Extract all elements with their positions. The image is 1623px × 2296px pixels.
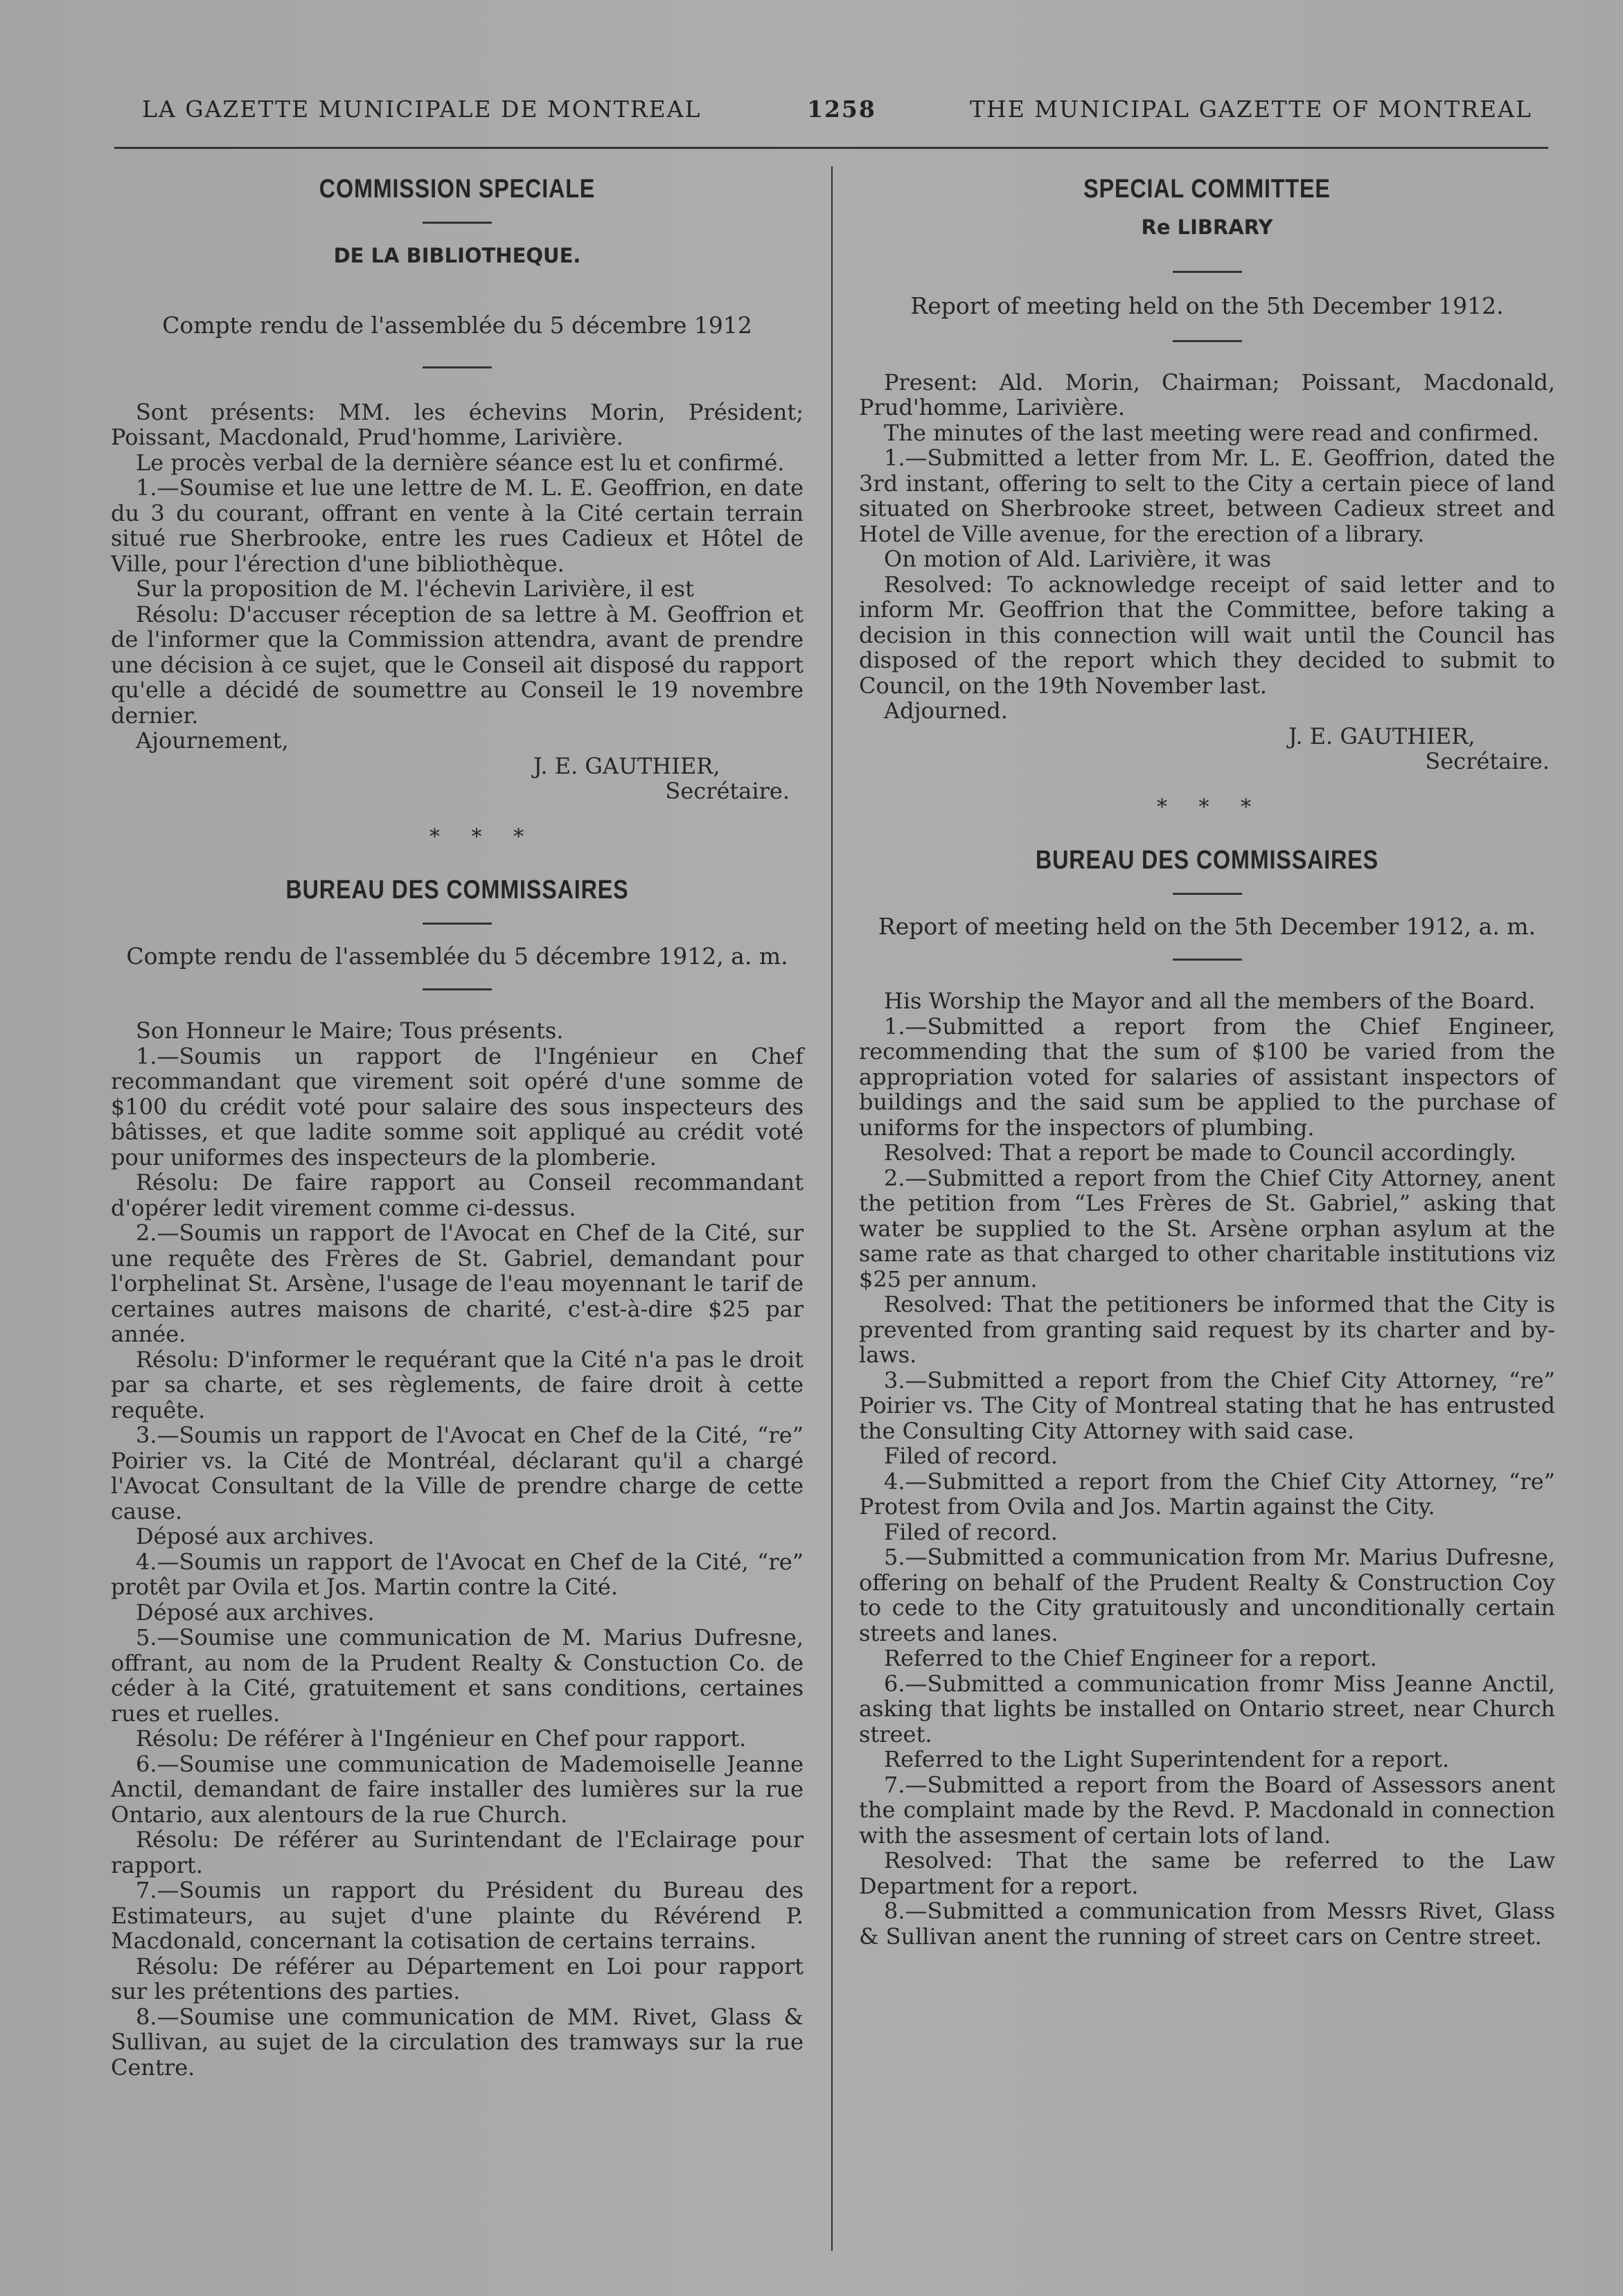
divider-rule — [423, 988, 492, 990]
paragraph: Résolu: D'informer le requérant que la Cité n'a pas le droit par sa charte, et ses règlements, de faire droit à cette requête. — [111, 1346, 804, 1423]
divider-rule — [1173, 959, 1242, 961]
french-section-1-meeting: Compte rendu de l'assemblée du 5 décembre 1912 — [162, 312, 752, 339]
paragraph: 3.—Soumis un rapport de l'Avocat en Chef de la Cité, “re” Poirier vs. la Cité de Montréal, déclarant qu'il a chargé l'Avocat Consultant de la Ville de prendre charge de cette cause. — [111, 1422, 804, 1524]
divider-rule — [1173, 340, 1242, 342]
divider-rule — [423, 366, 492, 368]
paragraph: 6.—Soumise une communication de Mademoiselle Jeanne Anctil, demandant de faire installer des lumières sur la rue Ontario, aux alentours de la rue Church. — [111, 1750, 804, 1828]
paragraph: Déposé aux archives. — [136, 1599, 375, 1626]
paragraph: Résolu: De référer au Surintendant de l'Eclairage pour rapport. — [111, 1826, 804, 1878]
paragraph: 6.—Submitted a communication fromr Miss Jeanne Anctil, asking that lights be installed on Ontario street, near Church street. — [859, 1670, 1555, 1747]
paragraph: 3.—Submitted a report from the Chief City Attorney, “re” Poirier vs. The City of Montreal stating that he has entrusted the Consulting City Attorney with said case. — [859, 1367, 1555, 1444]
paragraph: 7.—Soumis un rapport du Président du Bureau des Estimateurs, au sujet d'une plainte du Révérend P. Macdonald, concernant la cotisation de certains terrains. — [111, 1877, 804, 1954]
paragraph: Résolu: De faire rapport au Conseil recommandant d'opérer ledit virement comme ci-dessus. — [111, 1169, 804, 1221]
paragraph: The minutes of the last meeting were read and confirmed. — [884, 419, 1539, 446]
signature-name: J. E. GAUTHIER, — [533, 752, 720, 779]
paragraph: Résolu: De référer à l'Ingénieur en Chef pour rapport. — [136, 1725, 747, 1752]
english-section-1-title: SPECIAL COMMITTEE — [1083, 175, 1331, 204]
paragraph: 1.—Submitted a letter from Mr. L. E. Geoffrion, dated the 3rd instant, offering to selt to the City a certain piece of land situated on Sherbrooke street, between Cadieux street and Hotel de Ville avenue, for the erection of a library. — [859, 445, 1555, 547]
paragraph: 1.—Soumise et lue une lettre de M. L. E. Geoffrion, en date du 3 du courant, offrant en vente à la Cité certain terrain situé rue Sherbrooke, entre les rues Cadieux et Hôtel de Ville, pour l'érection d'une bibliothèque. — [111, 474, 804, 577]
header-french-title: LA GAZETTE MUNICIPALE DE MONTREAL — [142, 96, 702, 123]
divider-rule — [1173, 271, 1242, 273]
paragraph: 1.—Submitted a report from the Chief Engineer, recommending that the sum of $100 be varied from the appropriation voted for salaries of assistant inspectors of buildings and the said sum be applied to the purchase of uniforms for the inspectors of plumbing. — [859, 1013, 1555, 1141]
french-column — [111, 159, 804, 2080]
paragraph: 2.—Soumis un rapport de l'Avocat en Chef de la Cité, sur une requête des Frères de St. Gabriel, demandant pour l'orphelinat St. Arsène, l'usage de l'eau moyennant le tarif de certaines autres maisons de charité, c'est-à-dire $25 par année. — [111, 1220, 804, 1347]
section-separator: * * * — [429, 824, 537, 849]
header-rule — [114, 147, 1548, 149]
paragraph: 5.—Soumise une communication de M. Marius Dufresne, offrant, au nom de la Prudent Realty & Constuction Co. de céder à la Cité, gratuitement et sans conditions, certaines rues et ruelles. — [111, 1624, 804, 1727]
paragraph: Resolved: That the same be referred to the Law Department for a report. — [859, 1847, 1555, 1899]
paragraph: 8.—Soumise une communication de MM. Rivet, Glass & Sullivan, au sujet de la circulation des tramways sur la rue Centre. — [111, 2003, 804, 2081]
french-section-1-subtitle: DE LA BIBLIOTHEQUE. — [333, 243, 581, 267]
english-section-2-title: BUREAU DES COMMISSAIRES — [1035, 846, 1379, 875]
divider-rule — [423, 923, 492, 925]
english-section-2-meeting: Report of meeting held on the 5th December 1912, a. m. — [878, 912, 1536, 940]
signature-title: Secrétaire. — [1425, 748, 1550, 774]
paragraph: Referred to the Light Superintendent for a report. — [884, 1746, 1450, 1772]
english-section-1-subtitle: Re LIBRARY — [1141, 215, 1273, 239]
paragraph: His Worship the Mayor and all the members of the Board. — [884, 988, 1536, 1014]
paragraph: Son Honneur le Maire; Tous présents. — [136, 1017, 564, 1044]
paragraph: 7.—Submitted a report from the Board of Assessors anent the complaint made by the Revd. P. Macdonald in connection with the assesment of certain lots of land. — [859, 1771, 1555, 1849]
paragraph: Sont présents: MM. les échevins Morin, Président; Poissant, Macdonald, Prud'homme, Larivière. — [111, 398, 804, 450]
paragraph: 2.—Submitted a report from the Chief City Attorney, anent the petition from “Les Frères de St. Gabriel,” asking that water be supplied to the St. Arsène orphan asylum at the same rate as that charged to other charitable institutions viz $25 per annum. — [859, 1164, 1555, 1292]
english-section-1-meeting: Report of meeting held on the 5th December 1912. — [910, 292, 1504, 319]
paragraph: Ajournement, — [136, 727, 289, 754]
signature-title: Secrétaire. — [665, 778, 790, 804]
french-section-2-title: BUREAU DES COMMISSAIRES — [285, 875, 629, 905]
page-number: 1258 — [807, 96, 876, 123]
french-section-2-meeting: Compte rendu de l'assemblée du 5 décembre 1912, a. m. — [126, 942, 788, 970]
paragraph: Resolved: That the petitioners be informed that the City is prevented from granting said request by its charter and by-laws. — [859, 1291, 1555, 1368]
paragraph: 4.—Submitted a report from the Chief City Attorney, “re” Protest from Ovila and Jos. Martin against the City. — [859, 1468, 1555, 1520]
section-separator: * * * — [1157, 794, 1264, 819]
divider-rule — [1173, 893, 1242, 895]
paragraph: Sur la proposition de M. l'échevin Larivière, il est — [136, 576, 694, 602]
paragraph: Filed of record. — [884, 1443, 1058, 1469]
paragraph: Filed of record. — [884, 1518, 1058, 1545]
paragraph: Résolu: D'accuser réception de sa lettre à M. Geoffrion et de l'informer que la Commission attendra, avant de prendre une décision à ce sujet, que le Conseil ait disposé du rapport qu'elle a décidé de soumettre au Conseil le 19 novembre dernier. — [111, 600, 804, 729]
paragraph: 8.—Submitted a communication from Messrs Rivet, Glass & Sullivan anent the running of street cars on Centre street. — [859, 1898, 1555, 1950]
column-divider — [831, 166, 833, 2251]
signature-name: J. E. GAUTHIER, — [1288, 722, 1475, 749]
paragraph: Resolved: To acknowledge receipt of said letter and to inform Mr. Geoffrion that the Committee, before taking a decision in this connection will wait until the Council has disposed of the report which they decided to submit to Council, on the 19th November last. — [859, 571, 1555, 699]
paragraph: 4.—Soumis un rapport de l'Avocat en Chef de la Cité, “re” protêt par Ovila et Jos. Martin contre la Cité. — [111, 1548, 804, 1600]
paragraph: Resolved: That a report be made to Council accordingly. — [884, 1139, 1516, 1166]
english-column — [859, 159, 1555, 1949]
paragraph: Résolu: De référer au Département en Loi pour rapport sur les prétentions des parties. — [111, 1952, 804, 2004]
paragraph: On motion of Ald. Larivière, it was — [884, 546, 1272, 572]
french-section-1-title: COMMISSION SPECIALE — [319, 175, 596, 204]
header-english-title: THE MUNICIPAL GAZETTE OF MONTREAL — [970, 96, 1532, 123]
paragraph: Déposé aux archives. — [136, 1523, 375, 1549]
paragraph: Referred to the Chief Engineer for a report. — [884, 1645, 1377, 1671]
paragraph: Present: Ald. Morin, Chairman; Poissant, Macdonald, Prud'homme, Larivière. — [859, 368, 1555, 420]
paragraph: 5.—Submitted a communication from Mr. Marius Dufresne, offering on behalf of the Prudent Realty & Construction Coy to cede to the City gratuitously and unconditionally certain streets and lanes. — [859, 1544, 1555, 1646]
paragraph: Adjourned. — [884, 697, 1008, 724]
paragraph: 1.—Soumis un rapport de l'Ingénieur en Chef recommandant que virement soit opéré d'une somme de $100 du crédit voté pour salaire des sous inspecteurs des bâtisses, et que ladite somme soit appliqué au crédit voté pour uniformes des inspecteurs de la plomberie. — [111, 1042, 804, 1171]
divider-rule — [423, 222, 492, 224]
paragraph: Le procès verbal de la dernière séance est lu et confirmé. — [136, 449, 785, 476]
